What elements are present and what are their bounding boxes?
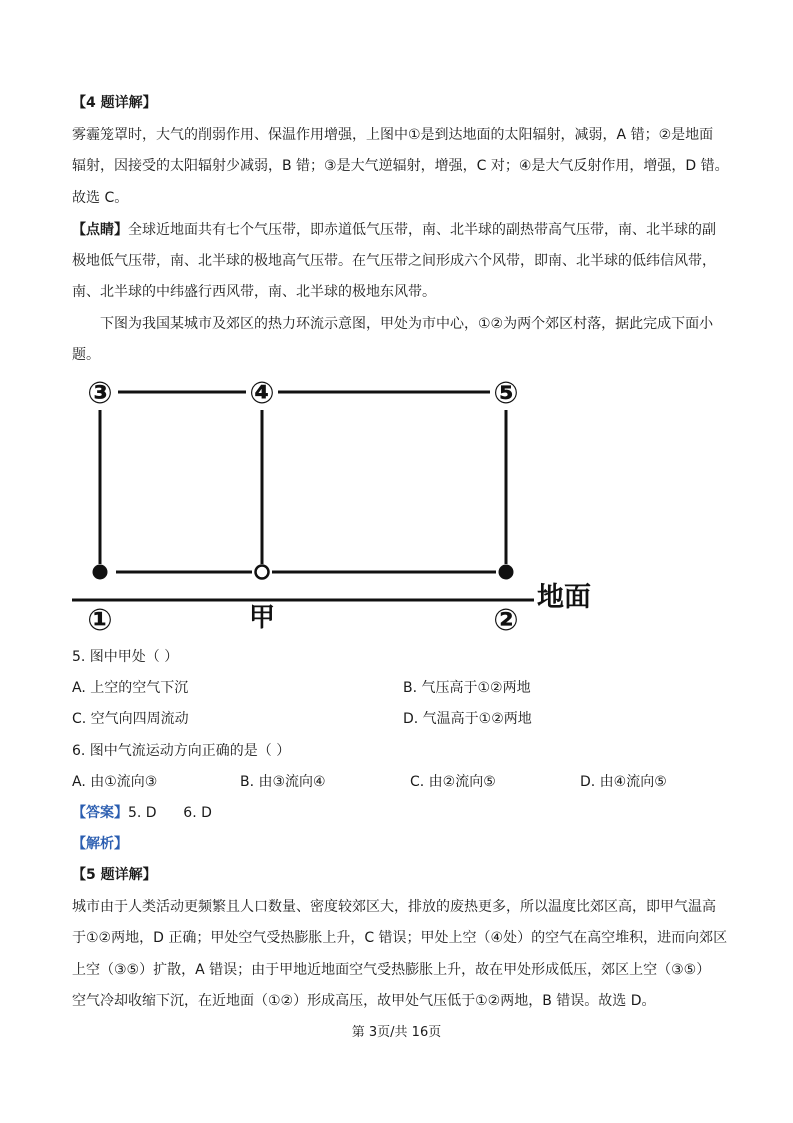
question-6-option-d: D. 由④流向⑤ xyxy=(580,774,667,790)
section-5-heading: 【5 题详解】 xyxy=(72,867,157,883)
question-6-option-b: B. 由③流向④ xyxy=(240,774,326,790)
label-city-center: 甲 xyxy=(248,603,276,633)
answer-label: 【答案】 xyxy=(72,805,128,821)
section-5-text-line: 于①②两地，D 正确；甲处空气受热膨胀上升，C 错误；甲处上空（④处）的空气在高空堆积，进而向郊区 xyxy=(72,930,728,946)
dot-village-2 xyxy=(499,565,514,580)
page-footer: 第 3页/共 16页 xyxy=(351,1025,442,1040)
question-5-stem: 5. 图中甲处（ ） xyxy=(72,649,179,665)
question-5-option-b: B. 气压高于①②两地 xyxy=(403,680,531,696)
label-ground: 地面 xyxy=(537,582,591,613)
tip-text-line: 南、北半球的中纬盛行西风带，南、北半球的极地东风带。 xyxy=(72,284,436,300)
label-3: ③ xyxy=(87,376,113,411)
tip-block xyxy=(72,220,716,240)
thermal-circulation-diagram xyxy=(72,372,612,642)
question-5-option-d: D. 气温高于①②两地 xyxy=(403,711,532,727)
intro-text-line: 题。 xyxy=(72,347,100,363)
question-6-option-a: A. 由①流向③ xyxy=(72,774,158,790)
section-4-text-line: 辐射，因接受的太阳辐射少减弱，B 错；③是大气逆辐射，增强，C 对；④是大气反射作用，增强，D 错。 xyxy=(72,158,729,174)
analysis-label: 【解析】 xyxy=(72,836,128,852)
intro-text-line: 下图为我国某城市及郊区的热力环流示意图，甲处为市中心，①②为两个郊区村落，据此完成下面小 xyxy=(100,316,714,332)
label-1: ① xyxy=(87,603,113,638)
question-5-option-a: A. 上空的空气下沉 xyxy=(72,680,189,696)
answer-block xyxy=(72,803,212,823)
question-6-stem: 6. 图中气流运动方向正确的是（ ） xyxy=(72,743,291,759)
section-4-text-line: 故选 C。 xyxy=(72,190,129,206)
label-5: ⑤ xyxy=(493,376,519,411)
label-2: ② xyxy=(493,603,519,638)
tip-text-line: 全球近地面共有七个气压带，即赤道低气压带，南、北半球的副热带高气压带，南、北半球的副 xyxy=(128,222,716,238)
answer-text: 5. D 6. D xyxy=(128,805,212,821)
dot-village-1 xyxy=(93,565,108,580)
section-4-heading: 【4 题详解】 xyxy=(72,95,157,111)
tip-label: 【点睛】 xyxy=(72,222,128,238)
section-5-text-line: 城市由于人类活动更频繁且人口数量、密度较郊区大，排放的废热更多，所以温度比郊区高，即甲气温高 xyxy=(72,899,716,915)
section-5-text-line: 上空（③⑤）扩散，A 错误；由于甲地近地面空气受热膨胀上升，故在甲处形成低压，郊区上空（③⑤） xyxy=(72,962,711,978)
dot-city-center xyxy=(256,566,269,579)
tip-text-line: 极地低气压带，南、北半球的极地高气压带。在气压带之间形成六个风带，即南、北半球的低纬信风带， xyxy=(72,253,716,269)
label-4: ④ xyxy=(249,376,275,411)
section-4-text-line: 雾霾笼罩时，大气的削弱作用、保温作用增强，上图中①是到达地面的太阳辐射，减弱，A 错；②是地面 xyxy=(72,127,714,143)
analysis-block xyxy=(72,834,128,854)
section-5-text-line: 空气冷却收缩下沉，在近地面（①②）形成高压，故甲处气压低于①②两地，B 错误。故选 D。 xyxy=(72,993,656,1009)
question-6-option-c: C. 由②流向⑤ xyxy=(410,774,496,790)
question-5-option-c: C. 空气向四周流动 xyxy=(72,711,189,727)
